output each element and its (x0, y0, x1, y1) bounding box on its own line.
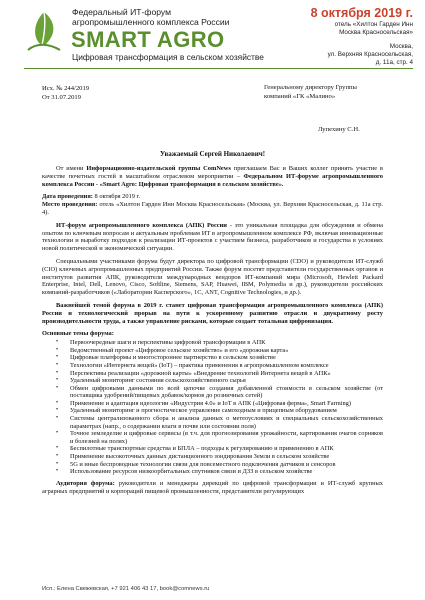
topics-title: Основные темы форума: (42, 330, 114, 338)
address-header (328, 43, 413, 67)
venue-header (273, 21, 413, 37)
event-date-header: 8 октября 2019 г. (310, 6, 413, 20)
list-item: • Применение и адаптация идеологии «Индустрия 4.0» и IoT в АПК («Цифровая ферма», Smart Farming) (56, 399, 351, 407)
addressee-position: Генеральному директору Группы компаний «ГК «Малино» (264, 84, 357, 100)
address-line: д. 11а, стр. 4 (375, 59, 413, 66)
list-item: • Применение высокоточных данных дистанционного зондирования Земли в сельском хозяйстве (56, 453, 330, 461)
letter-body (42, 165, 383, 500)
list-item: • Удаленный мониторинг и прогностическое управление самоходным и прицепным оборудованием (56, 407, 337, 415)
venue-line: отель «Хилтон Гарден Инн (334, 21, 413, 28)
forum-organization (72, 7, 229, 27)
address-line: ул. Верхняя Красносельская, (327, 51, 413, 58)
smart-agro-logo-icon (24, 10, 64, 52)
intro-event: Федеральном ИТ-форуме агропромышленного комплекса России - «Smart Agro: Цифровая трансформация в сельском хозяйстве». (42, 172, 383, 188)
list-item: • Ведомственный проект «Цифровое сельское хозяйство» и его «дорожная карта» (56, 346, 289, 354)
brand-tagline: Цифровая трансформация в сельском хозяйстве (72, 52, 264, 62)
list-item: • Технологии «Интернета вещей» (IoT) – практика применения в агропромышленном комплексе (56, 361, 329, 369)
list-item: • Обмен цифровыми данными по всей цепочке создания добавленной стоимости в сельском хозяйстве (от поставщика удобрений/пищевых добавок/кормов до розничных сетей) (56, 384, 383, 400)
list-item: • Точное земледелие и цифровые сервисы (в т.ч. для прогнозирования урожайности, картирования очагов сорняков и болезней на полях) (56, 430, 383, 445)
list-item: • 5G и иные беспроводные технологии связи для повсеместного подключения датчиков и сенсоров (56, 460, 336, 468)
event-date-line: Дата проведения: 8 октября 2019 г. (42, 193, 141, 201)
address-line: Москва, (389, 43, 413, 50)
venue-line: Москва Красносельская» (339, 29, 413, 36)
header-divider (24, 68, 413, 69)
list-item: • Беспилотные транспортные средства и БПЛА – подходы к регулированию и применению в АПК (56, 445, 334, 453)
org-line-1: Федеральный ИТ-форум (72, 7, 172, 17)
reference-number: Исх. № 244/2019 (42, 85, 90, 92)
audience-paragraph: Аудитория форума: руководители и менеджеры дирекций по цифровой трансформации и ИТ-служб крупных аграрных предприятий и корпораций пищевой промышленности, представители регулирующих (42, 479, 383, 495)
greeting: Уважаемый Сергей Николаевич! (159, 150, 266, 158)
addressee-name: Лупехину С.Н. (318, 126, 360, 133)
list-item: • Цифровые платформы и многостороннее партнерство в сельском хозяйстве (56, 354, 276, 362)
topics-list (42, 339, 383, 476)
reference-block (42, 84, 89, 102)
intro-paragraph: От имени Информационно-издательской группы ComNews приглашаем Вас и Ваших коллег принять участие в качестве почетных гостей в масштабном отраслевом мероприятии – Федеральном ИТ-форуме агропромышленного комплекса России - «Smart Agro: Цифровая трансформация в сельском хозяйстве». (42, 165, 383, 188)
about-lead: ИТ-форум агропромышленного комплекса (АПК) России (56, 221, 227, 229)
list-item: • Перспективы реализации «дорожной карты» «Внедрение технологий Интернета вещей в АПК» (56, 369, 331, 377)
brand-title: SMART AGRO (71, 27, 225, 52)
footer-contact: Исп.: Елена Свежевская, +7 921 406 43 17, book@comnews.ru (42, 586, 210, 592)
intro-org: Информационно-издательской группы ComNews (86, 165, 231, 172)
list-item: • Использование ресурсов низкоорбитальных спутников связи и ДЗЗ в сельском хозяйстве (56, 468, 313, 476)
event-place-line: Место проведения: отель «Хилтон Гарден Инн Москва Красносельская» (Москва, ул. Верхняя Красносельская, д. 11а стр. 4). (42, 201, 383, 216)
speakers-paragraph: Специальными участниками форума будут директора по цифровой трансформации (CDO) и руководители ИТ-служб (CIO) ключевых агропромышленных предприятий России. Также форум посетят представители государственных органов и институтов развития АПК, руководители международных вендоров ИТ-компаний мира (Microsoft, Hewlett Packard Enterprise, Intel, Dell, Lenovo, Cisco, Softline, Siemens, SAP, Huawei, IBM, Polymedia и др.), руководители российских компаний-разработчиков («Лаборатории Касперского», 1С, ANT, Cognitive Technologies, и др.). (42, 257, 383, 297)
list-item: • Удаленный мониторинг состояния сельскохозяйственного сырья (56, 377, 246, 385)
key-topic-paragraph: Важнейшей темой форума в 2019 г. станет цифровая трансформация агропромышленного комплекса (АПК) России и технологический прорыв на пути к ускоренному развитию отрасли и двукратному росту производительности труда, а также управление рисками, которые создает тотальная цифровизация. (42, 301, 383, 325)
about-paragraph: ИТ-форум агропромышленного комплекса (АПК) России - это уникальная площадка для обсуждения и обмена опытом по ключевым вопросам и актуальным проблемам ИТ в агропромышленном комплексе РФ, включая инновационные технологии и выработку подходов к реализации ИТ-проектов с участием бизнеса, разработчиков и государства в условиях новой политической и экономической ситуации. (42, 221, 383, 253)
list-item: • Первоочередные шаги и перспективы цифровой трансформации в АПК (56, 339, 266, 347)
reference-date: От 31.07.2019 (42, 94, 81, 101)
org-line-2: агропромышленного комплекса России (72, 17, 230, 27)
list-item: • Системы централизованного сбора и анализа данных о метеоусловиях и специальных сельскохозяйственных параметрах (напр., о содержании влаги в почве или состоянии поля) (56, 415, 383, 430)
